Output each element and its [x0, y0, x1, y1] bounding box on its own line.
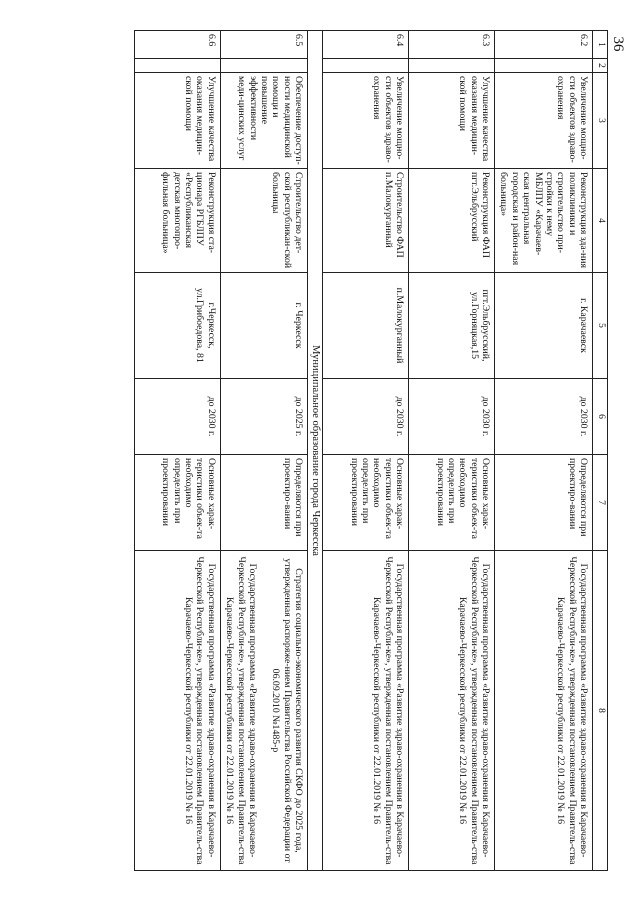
parameters-cell: Основные харак-теристики объек-та необходимо определить при проектировании: [134, 455, 220, 551]
goal-cell: Увеличение мощно-сти объектов здраво-охранения: [323, 73, 409, 169]
goal-cell: Обеспечение доступ-ности медицинской помощи и повышение эффективности меди-цинских услуг: [220, 73, 307, 169]
parameters-cell: Основные харак-теристики объек-та необходимо определить при проектировании: [323, 455, 409, 551]
term-cell: до 2030 г.: [409, 379, 495, 455]
measures-table: [134, 30, 608, 871]
term-cell: до 2030 г.: [134, 379, 220, 455]
goal-cell: Улучшение качества оказания медицин-ской помощи: [409, 73, 495, 169]
empty-cell: [495, 59, 593, 73]
basis-text: Государственная программа «Развитие здраво-охранения в Карачаево-Черкесской Республи-ке», утвержденная постановлением Правитель-ства Карачаево-Черкесской республики от 22.01.2019 № 16: [371, 556, 406, 865]
header-cell: 5: [593, 273, 608, 379]
table-row: [323, 31, 409, 871]
row-number-cell: 6.2: [495, 31, 593, 59]
basis-text: Государственная программа «Развитие здраво-охранения в Карачаево-Черкесской Республи-ке», утвержденная постановлением Правитель-ства Карачаево-Черкесской республики от 22.01.2019 № 16: [183, 556, 217, 865]
page-number: 36: [610, 36, 626, 52]
section-row: [307, 31, 322, 871]
event-cell: Реконструкция зда-ния поликлиники и строительство при-стройки к нему МБЛПУ «Карачаев-ская центральная городская и район-ная больница»: [495, 169, 593, 273]
location-cell: г. Карачаевск: [495, 273, 593, 379]
empty-cell: [220, 59, 307, 73]
term-cell: до 2025 г.: [220, 379, 307, 455]
location-cell: п.Малокурганный: [323, 273, 409, 379]
location-cell: г. Черкесск: [220, 273, 307, 379]
basis-text: Государственная программа «Развитие здраво-охранения в Карачаево-Черкесской Республи-ке», утвержденная постановлением Правитель-ства Карачаево-Черкесской республики от 22.01.2019 № 16: [555, 556, 589, 865]
header-cell: 7: [593, 455, 608, 551]
rotated-page: [56, 30, 608, 870]
basis-cell: [323, 551, 409, 871]
parameters-cell: Определяются при проектиро-вании: [220, 455, 307, 551]
basis-cell: [409, 551, 495, 871]
empty-cell: [323, 59, 409, 73]
header-cell: 2: [593, 59, 608, 73]
empty-cell: [134, 59, 220, 73]
location-cell: пгт.Эльбрусский, ул.Горняцкая,15: [409, 273, 495, 379]
parameters-cell: Основные харак-теристики объек-та необходимо определить при проектировании: [409, 455, 495, 551]
table-row: [495, 31, 593, 871]
goal-cell: Увеличение мощно-сти объектов здраво-охранения: [495, 73, 593, 169]
header-cell: 8: [593, 551, 608, 871]
parameters-cell: Определяются при проектиро-вании: [495, 455, 593, 551]
table-row: [134, 31, 220, 871]
location-cell: г.Черкесск, ул.Грибоедова, 81: [134, 273, 220, 379]
table-body: [134, 31, 607, 871]
event-cell: Реконструкция ФАП пгт.Эльбрусский: [409, 169, 495, 273]
basis-cell: [220, 551, 307, 871]
event-cell: Строительство дет-ской республикан-ской больницы: [220, 169, 307, 273]
basis-cell: [495, 551, 593, 871]
goal-cell: Улучшение качества оказания медицин-ской помощи: [134, 73, 220, 169]
header-cell: 3: [593, 73, 608, 169]
event-cell: Реконструкция ста-ционара РГБЛПУ «Республиканская детская многопро-фильная больница»: [134, 169, 220, 273]
header-cell: 6: [593, 379, 608, 455]
term-cell: до 2030 г.: [495, 379, 593, 455]
header-row: [593, 31, 608, 871]
basis-cell: [134, 551, 220, 871]
section-title: Муниципальное образование города Черкесска: [307, 31, 322, 871]
basis-text: Государственная программа «Развитие здраво-охранения в Карачаево-Черкесской Республи-ке», утвержденная постановлением Правитель-ства Карачаево-Черкесской республики от 22.01.2019 № 16: [457, 556, 492, 865]
row-number-cell: 6.3: [409, 31, 495, 59]
table-row: [409, 31, 495, 871]
basis-text: Государственная программа «Развитие здраво-охранения в Карачаево-Черкесской Республи-ке», утвержденная постановлением Правитель-ства Карачаево-Черкесской республики от 22.01.2019 № 16: [224, 556, 258, 865]
term-cell: до 2030 г.: [323, 379, 409, 455]
header-cell: 1: [593, 31, 608, 59]
row-number-cell: 6.6: [134, 31, 220, 59]
basis-text: Стратегия социально-экономического развития СКФО до 2025 года, утвержденная распоряже-нием Правительства Российской Федерации от 06.09.2010 №1485-р: [270, 558, 304, 863]
table-row: [220, 31, 307, 871]
header-cell: 4: [593, 169, 608, 273]
event-cell: Строительство ФАП п.Малокурганный: [323, 169, 409, 273]
row-number-cell: 6.4: [323, 31, 409, 59]
empty-cell: [409, 59, 495, 73]
row-number-cell: 6.5: [220, 31, 307, 59]
